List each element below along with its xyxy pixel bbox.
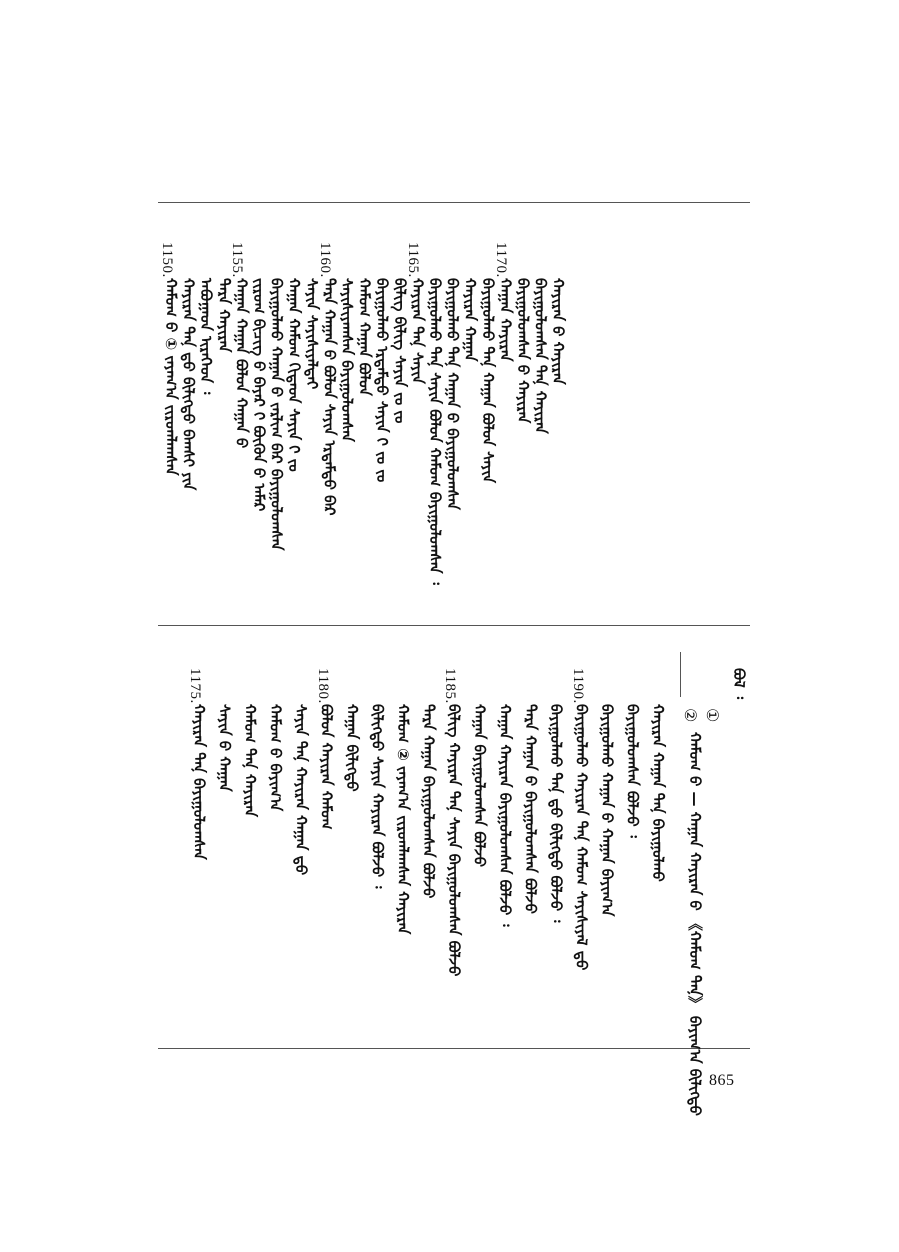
verse-line: ᠬᠠᠶᠢᠷᠠᠨ ᠤ᠋ ᠬᠠᠶᠢᠷᠠᠨ [549,278,568,385]
verse-line: ᠵᠢᠷᠤᠭ ᠪᠢᠴᠢᠭ ᠤ᠋ ᠪᠠᠶᠠᠷ ᠢ᠋ ᠪᠦᠬᠦᠨ ᠦ᠌ ᠠᠮᠠᠷ [250,278,268,512]
verse-line: ᠬᠠᠭᠠᠨ ᠪᠢᠯᠢᠭᠲᠦ [343,704,361,792]
verse-line: ᠪᠠᠶᠢᠭᠤᠯᠬᠤ ᠲᠡᠨ᠋ ᠬᠠᠭᠠᠨ ᠤ᠋ ᠪᠠᠶᠢᠭᠤᠯᠤᠭᠰᠠᠨ [443,278,462,510]
verse-line: ᠬᠠᠶᠢᠷᠠᠨ ᠬᠠᠭᠠᠨ [461,278,480,362]
verse-line: ᠪᠠᠶᠢᠭᠤᠯᠬᠤ ᠬᠠᠶᠢᠷᠠᠨ ᠲᠡᠨ᠋ ᠬᠠᠮᠤᠭ ᠰᠠᠶᠢᠰᠢᠶᠠᠯ ᠳ᠋ᠤ᠌ [572,704,591,971]
verse-line: ᠬᠠᠶᠢᠷᠠᠨ ᠬᠠᠭᠠᠨ ᠲᠡᠨ᠋ ᠪᠠᠶᠢᠭᠤᠯᠬᠤ [649,704,667,882]
verse-line: ᠪᠠᠶᠢᠭᠤᠯᠬᠤ ᠬᠠᠭᠠᠨ ᠤ᠋ ᠵᠠᠷᠯᠢᠭ ᠪᠡᠷ ᠪᠠᠶᠢᠭᠤᠯᠤᠭᠰᠠᠨ [267,278,286,551]
middle-rule [158,625,750,626]
footnote-separator [680,652,681,697]
verse-line: ᠬᠠᠶᠢᠷᠠᠨ ᠲᠡᠨ᠋ ᠪᠠᠶᠢᠭᠤᠯᠤᠭᠰᠠᠨ [190,704,208,860]
bottom-rule [158,1048,750,1049]
top-rule [158,202,750,203]
verse-line: ᠪᠠᠶᠢᠭᠤᠯᠬᠤ ᠲᠡᠨ᠋ ᠬᠠᠭᠠᠨ ᠪᠣᠯᠤᠨ ᠰᠠᠶᠢᠨ [478,278,497,484]
verse-line: ᠠᠪᠤᠭᠠᠳ ᠢᠷᠡᠭᠡᠳ ᠄ [197,278,216,395]
verse-line: ᠪᠠᠶᠢᠭᠤᠯᠬᠤ ᠲᠡᠨ᠋ ᠳ᠋ᠤ᠌ ᠪᠢᠯᠢᠭᠲᠦ ᠪᠣᠯᠵᠤ ᠄ [547,704,565,923]
verse-line: ᠬᠠᠮᠤᠭ ② ᠵᠠᠶᠠᠭ᠎ᠠ ᠵᠢᠷᠤᠭᠯᠠᠭᠰᠠᠨ ᠬᠠᠶᠢᠷᠠᠨ [394,704,412,935]
line-number: 1175. [187,668,203,704]
line-number: 1170. [493,242,510,278]
verse-line: ᠬᠠᠮᠤᠭ ᠤ᠋ ᠪᠠᠶᠢᠭ᠎ᠠ [266,704,285,812]
verse-line: ᠪᠠᠶᠢᠭᠤᠯᠤᠭᠰᠠᠨ ᠲᠡᠨ᠋ ᠬᠠᠶᠢᠷᠠᠨ [531,278,550,434]
line-number: 1185. [442,668,458,704]
verse-line: ᠰᠠᠶᠢᠨ ᠲᠡᠨ᠋ ᠬᠠᠶᠢᠷᠠᠨ ᠬᠠᠭᠠᠨ ᠳ᠋ᠤ᠌ [292,704,310,876]
verse-line: ᠪᠠᠶᠢᠭᠤᠯᠬᠤ ᠬᠠᠭᠠᠨ ᠤ᠋ ᠬᠠᠭᠠᠨ ᠪᠠᠶᠢᠭ᠎ᠠ [598,704,616,917]
verse-line: ᠪᠠᠶᠢᠭᠤᠯᠤᠭᠰᠠᠨ ᠪᠣᠯᠵᠤ ᠄ [623,704,642,838]
line-number: 1165. [405,242,422,278]
verse-line: ᠬᠠᠭᠠᠨ ᠬᠠᠭᠠᠨ ᠪᠣᠯᠤᠨ ᠬᠠᠭᠠᠨ ᠤ᠋ [232,278,251,449]
verse-line: ᠬᠠᠭᠠᠨ ᠪᠠᠶᠢᠭᠤᠯᠤᠭᠰᠠᠨ ᠪᠣᠯᠵᠤ [470,704,489,868]
verse-line: ᠬᠠᠶᠢᠷᠠᠨ ᠲᠡᠨ᠋ ᠰᠠᠶᠢᠨ [408,278,427,384]
verse-line: ᠪᠢᠯᠢᠭ ᠬᠠᠶᠢᠷᠠᠨ ᠲᠡᠨ᠋ ᠰᠠᠶᠢᠨ ᠪᠠᠶᠢᠭᠤᠯᠤᠭᠰᠠᠨ ᠪᠣᠯᠵᠤ [445,704,463,977]
verse-line: ᠪᠠᠶᠢᠭᠤᠯᠬᠤ ᠲᠡᠨ᠋ ᠰᠠᠶᠢᠨ ᠪᠣᠯᠤᠨ ᠬᠠᠮᠤᠭ ᠪᠠᠶᠢᠭᠤᠯᠤᠭᠰᠠᠨ ᠄ [426,278,444,585]
verse-line: ᠰᠠᠶᠢᠰᠢᠶᠠᠭᠰᠠᠨ ᠪᠠᠶᠢᠭᠤᠯᠤᠭᠰᠠᠨ [338,278,356,442]
footnote-marker: ② [681,708,698,723]
verse-line: ᠰᠠᠶᠢᠨ ᠰᠠᠶᠢᠰᠢᠶᠠᠯᠲᠠᠢ [302,278,321,390]
footnote-marker: ① [703,708,720,723]
verse-block-top [0,236,899,616]
verse-line: ᠬᠠᠭᠠᠨ ᠬᠠᠶᠢᠷᠠᠨ [496,278,515,362]
verse-line: ᠬᠠᠶᠢᠷᠠᠨ ᠲᠡᠨ᠋ ᠳ᠋ᠤ᠌ ᠪᠢᠯᠢᠭᠲᠦ ᠪᠠᠭᠰᠢ ᠶᠢᠨ [179,278,198,491]
verse-line: ᠬᠠᠭᠠᠨ ᠬᠠᠶᠢᠷᠠᠨ ᠪᠠᠶᠢᠭᠤᠯᠤᠭᠰᠠᠨ ᠪᠣᠯᠵᠤ ᠄ [496,704,514,927]
line-number: 1160. [317,242,334,278]
page-number: 865 [709,1072,735,1089]
line-number: 1180. [314,668,331,704]
line-number: 1150. [159,242,175,278]
verse-line: ᠬᠠᠮᠤᠭ ᠲᠡᠨ᠋ ᠬᠠᠶᠢᠷᠠᠨ [241,704,259,818]
verse-line: ᠲᠡᠷᠡ ᠬᠠᠶᠢᠷᠠᠨ [214,278,233,353]
verse-line: ᠬᠠᠮᠤᠭ ᠬᠠᠭᠠᠨ ᠪᠣᠯᠤᠨ [355,278,374,396]
verse-line: ᠲᠡᠷᠡ ᠬᠠᠭᠠᠨ ᠤ᠋ ᠪᠣᠯᠤᠨ ᠰᠠᠶᠢᠨ ᠡᠷᠳᠡᠮᠲᠦ ᠪᠡᠷ [320,278,339,516]
line-number: 1155. [229,242,246,278]
verse-line: ᠪᠢᠯᠢᠭᠲᠦ ᠰᠠᠶᠢᠨ ᠬᠠᠶᠢᠷᠠᠨ ᠪᠣᠯᠵᠤ ᠄ [368,704,387,889]
footnote-text: ᠬᠠᠮᠤᠭ ᠤ᠋ — ᠬᠠᠭᠠᠨ ᠬᠠᠶᠢᠷᠠᠨ ᠤ᠋ 《ᠬᠠᠮᠤᠭ ᠲᠡᠨ᠋》 ᠪᠠᠶᠢᠭ᠎ᠠ ᠪᠢᠯᠢᠭᠲᠦ [686,732,704,1116]
verse-line: ᠬᠠᠮᠤᠭ ᠤ᠋ ① ᠵᠠᠶᠠᠭ᠎ᠠ ᠵᠢᠷᠤᠭᠯᠠᠭᠰᠠᠨ [162,278,180,476]
verse-line: ᠪᠠᠶᠢᠭᠤᠯᠬᠤ ᠡᠷᠳᠡᠮᠲᠦ ᠰᠠᠶᠢᠨ ᠢ᠋ ᠵᠤ ᠵᠤ [373,278,392,483]
verse-line: ᠰᠠᠶᠢᠨ ᠤ᠋ ᠬᠠᠭᠠᠨ [215,704,234,792]
verse-line: ᠬᠠᠭᠠᠨ ᠬᠠᠮᠤᠭ ᠬᠢᠲᠠᠳ ᠰᠠᠶᠢᠨ ᠢ᠋ ᠵᠤ [285,278,304,472]
verse-line: ᠪᠣᠯᠤᠨ ᠬᠠᠶᠢᠷᠠᠨ ᠬᠠᠮᠤᠭ [317,704,336,830]
verse-line: ᠪᠢᠯᠢᠭ ᠪᠢᠯᠢᠭ ᠰᠠᠶᠢᠨ ᠵᠤ ᠵᠤ [390,278,409,424]
verse-line: ᠲᠡᠷᠡ ᠬᠠᠭᠠᠨ ᠪᠠᠶᠢᠭᠤᠯᠤᠭᠰᠠᠨ ᠪᠣᠯᠵᠤ [419,704,438,899]
verse-line: ᠲᠡᠷᠡ ᠬᠠᠭᠠᠨ ᠤ᠋ ᠪᠠᠶᠢᠭᠤᠯᠤᠭᠰᠠᠨ ᠪᠣᠯᠵᠤ [521,704,540,914]
footnote-text: ᠪᠣᠯ ᠄ [730,668,748,700]
line-number: 1190. [569,668,586,704]
verse-line: ᠪᠠᠶᠢᠭᠤᠯᠤᠭᠰᠠᠨ ᠤ᠋ ᠬᠠᠶᠢᠷᠠᠨ [514,278,532,424]
